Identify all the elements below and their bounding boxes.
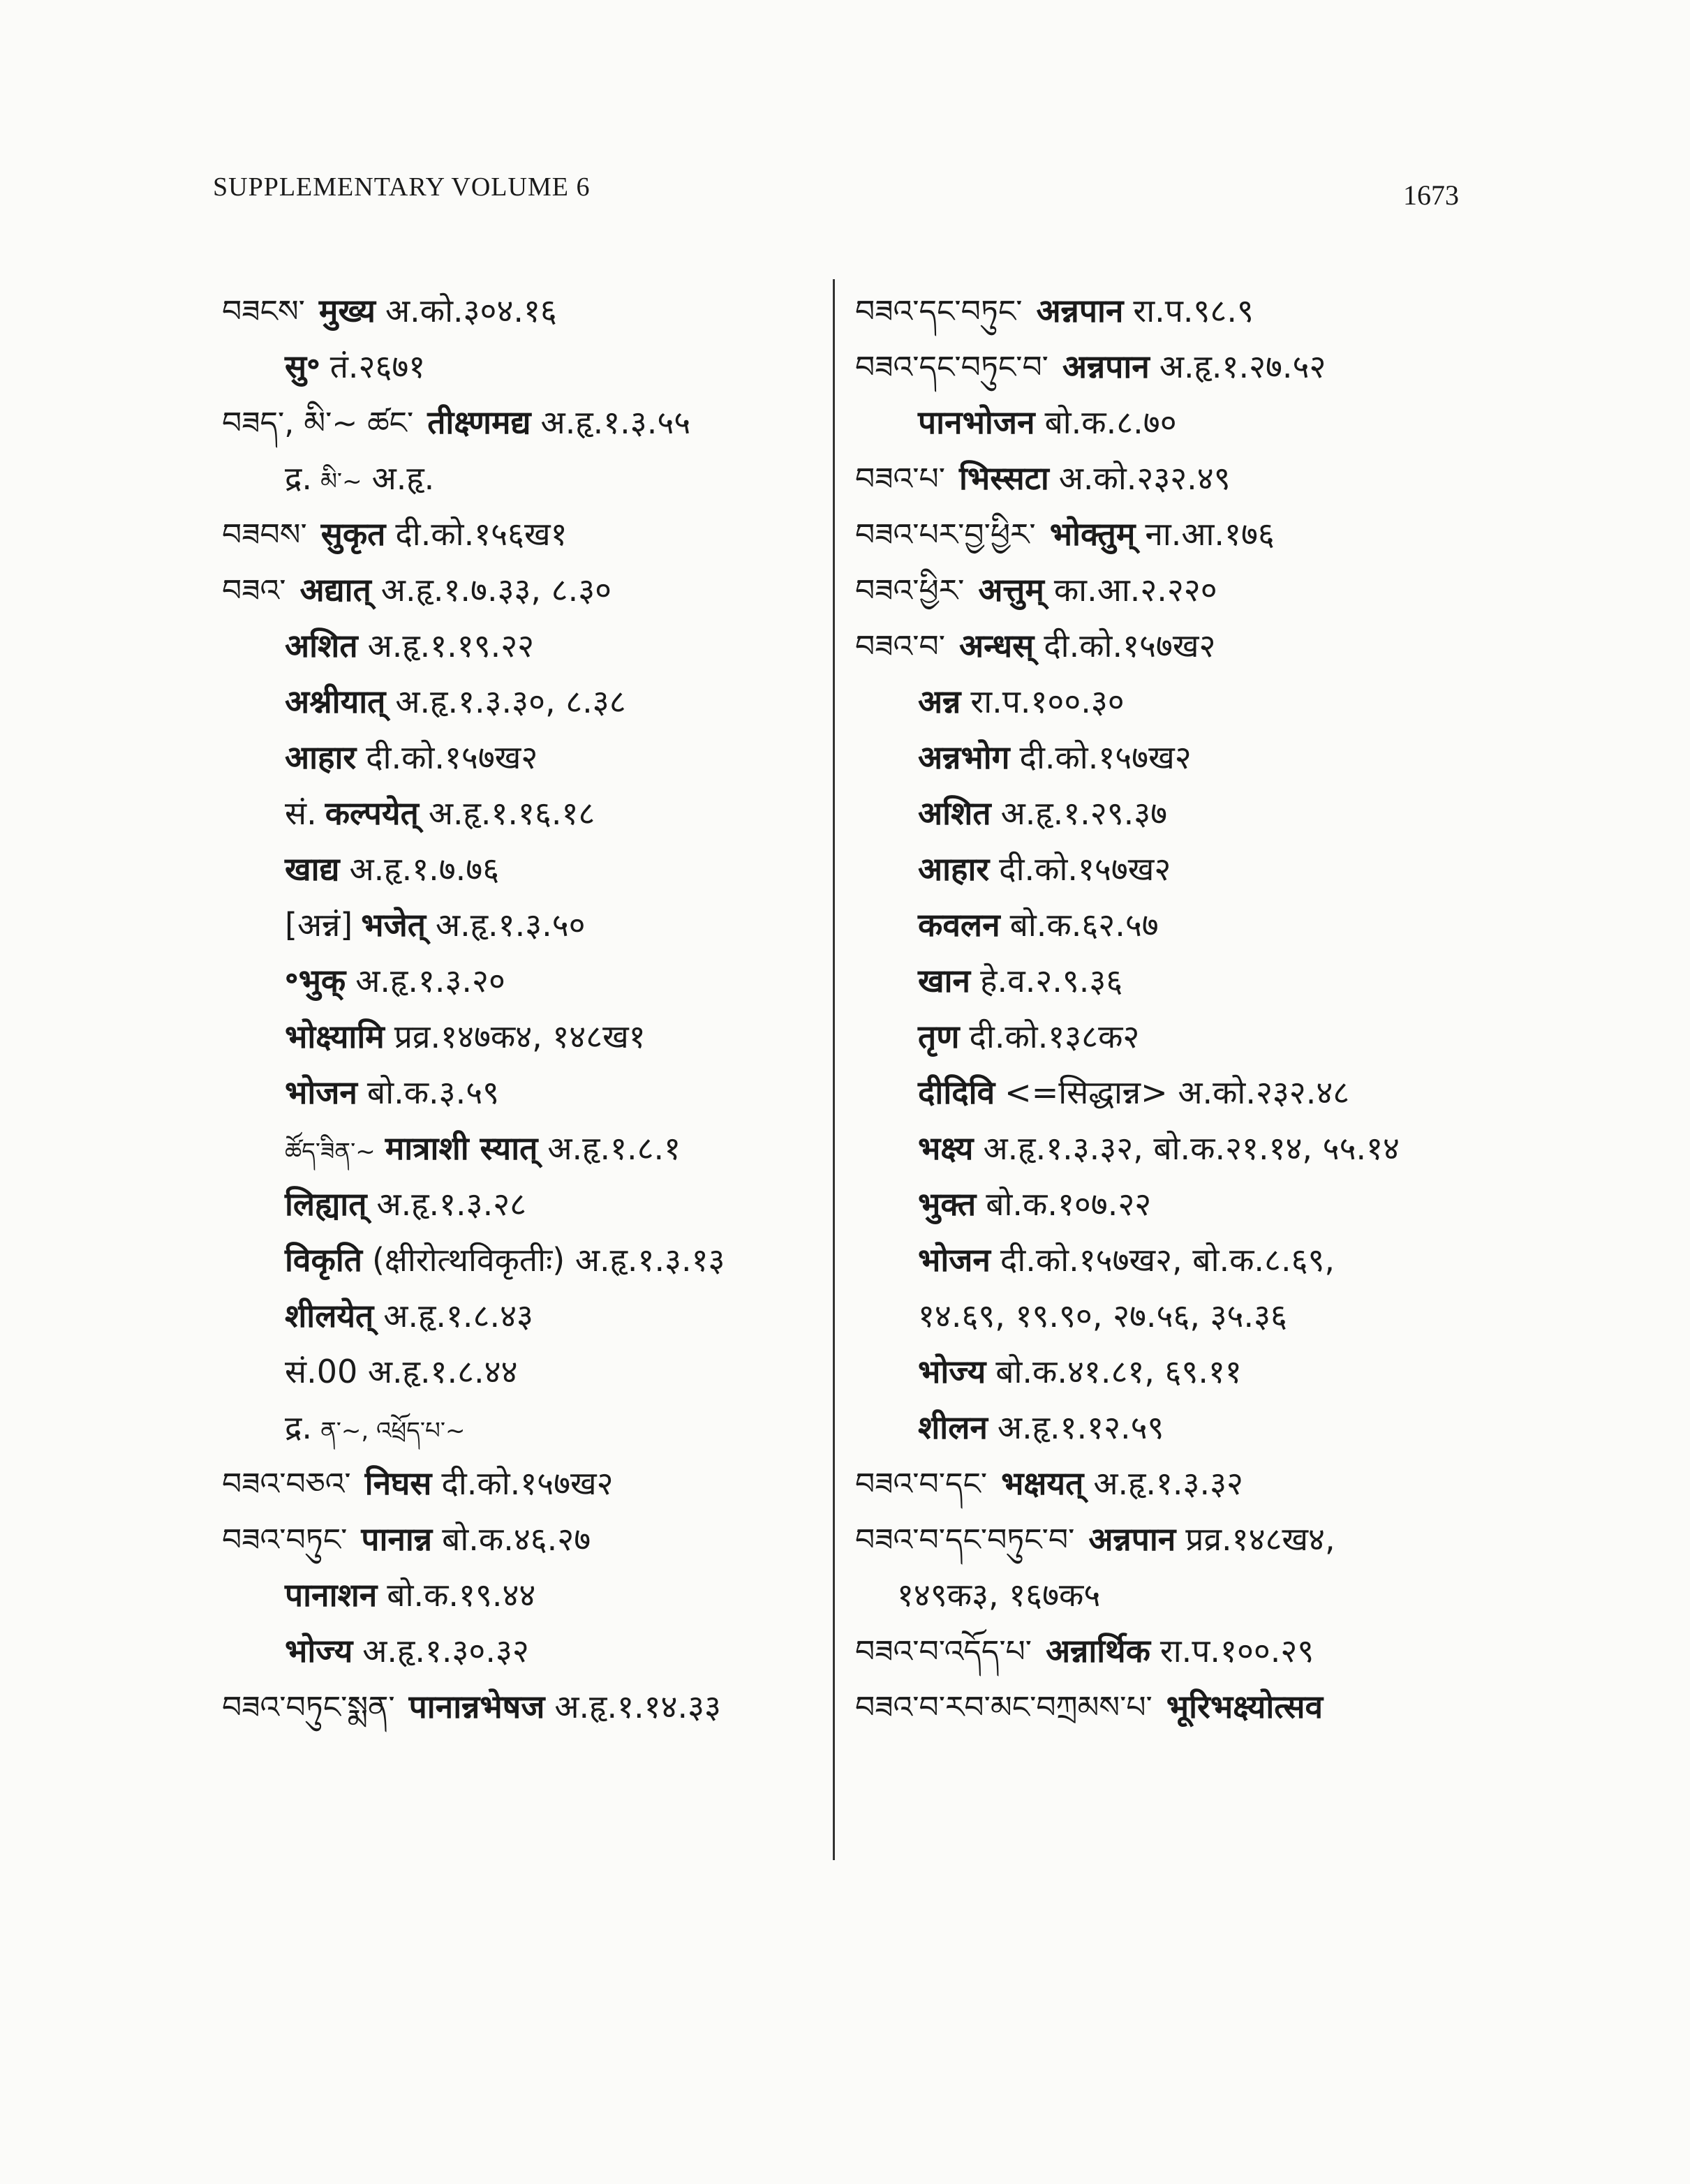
source-reference: अ.हृ.१.३.३२ [1093,1464,1243,1502]
tibetan-headword: བཟའ་བཅའ་ [222,1466,351,1502]
sanskrit-equivalent: भोज्य [918,1353,986,1390]
source-reference: अ.हृ.१.३.५० [435,906,586,944]
entry-sense-line [855,1176,1497,1232]
source-reference: रा.प.१००.२९ [1159,1632,1314,1670]
source-reference: १४.६९, १९.९०, २७.५६, ३५.३६ [918,1297,1287,1335]
entry-headword-line [855,1623,1497,1679]
entry-headword-line [222,1679,822,1734]
entry-sense-line [855,785,1497,841]
prefix-note: द्र. [285,459,313,497]
entry-sense-line [855,1344,1497,1399]
entry-sense-line [855,1288,1497,1344]
sanskrit-equivalent: पानान्न [361,1520,433,1558]
tibetan-headword: བཟའ་དང་བཏུང་ [855,294,1023,329]
sanskrit-equivalent: शीलन [918,1409,988,1446]
source-reference: अ.को.२३२.४९ [1058,459,1231,497]
source-reference: अ.हृ.१.२९.३७ [1000,794,1168,832]
tibetan-headword: བཟབས་ [222,517,307,553]
source-reference: <=सिद्धान्न> अ.को.२३२.४८ [1005,1074,1350,1111]
source-reference: तं.२६७१ [329,348,426,385]
tibetan-headword: བཟའ་པ་ [855,461,945,497]
tibetan-headword: བཟད་, མི་~ ཚང་ [222,406,414,441]
source-reference: दी.को.१५७ख२ [1019,738,1192,776]
source-reference: दी.को.१५७ख२ [366,738,538,776]
source-reference: अ.हृ.१.३.२८ [376,1185,527,1223]
tibetan-headword: བཟའ་བ་རབ་མང་བཀྲམས་པ་ [855,1690,1152,1725]
sanskrit-equivalent: भोजन [285,1074,357,1111]
source-reference: १४९क३, १६७क५ [897,1576,1101,1614]
source-reference: अ.हृ.१.१४.३३ [554,1688,721,1725]
entry-headword-line [222,562,822,618]
sanskrit-equivalent: मुख्य [318,292,376,329]
sanskrit-equivalent: ॰भुक् [285,962,346,1000]
entry-headword-line [855,339,1497,394]
sanskrit-equivalent: सुकृत [320,515,386,553]
entry-sense-line [855,674,1497,729]
entry-sense-line [222,674,822,729]
page-number: 1673 [1403,179,1459,211]
source-reference: अ.हृ.१.३.५५ [540,403,691,441]
entry-sense-line [222,1288,822,1344]
sanskrit-equivalent: भोक्ष्यामि [285,1018,385,1055]
source-reference: बो.क.४१.८१, ६९.११ [995,1353,1242,1390]
sanskrit-equivalent: अशित [918,794,991,832]
source-reference: बो.क.६२.५७ [1009,906,1159,944]
sanskrit-equivalent: अन्नपान [1062,348,1150,385]
sanskrit-equivalent: पानभोजन [918,403,1035,441]
tibetan-headword: བཟའ་ [222,573,286,609]
entry-sense-line [222,1623,822,1679]
tibetan-headword: བཟའ་བ་ [855,629,945,664]
tibetan-headword: བཟའ་བ་དང་ [855,1466,988,1502]
entry-headword-line [855,506,1497,562]
entry-sense-line [222,1009,822,1064]
entry-headword-line [855,1679,1497,1734]
sanskrit-equivalent: भोजन [918,1241,991,1279]
prefix-note: [अन्नं] [285,906,353,944]
entry-sense-line [222,450,822,506]
entry-sense-line [222,1232,822,1288]
sanskrit-equivalent: अन्नार्थिक [1046,1632,1150,1670]
source-reference: दी.को.१५७ख२ [999,850,1171,888]
tibetan-headword: བཟའ་བཏུང་སྨན་ [222,1690,395,1725]
sanskrit-equivalent: भजेत् [361,906,426,944]
entry-sense-line [222,618,822,674]
source-reference: अ.हृ.१.३.३०, ८.३८ [395,683,626,720]
sanskrit-equivalent: भक्ष्य [918,1129,974,1167]
source-reference: रा.प.९८.९ [1133,292,1254,329]
source-reference: (क्षीरोत्थविकृतीः) अ.हृ.१.३.१३ [371,1241,725,1279]
sanskrit-equivalent: खाद्य [285,850,340,888]
left-column [222,283,822,1734]
sanskrit-equivalent: अश्नीयात् [285,683,386,720]
entry-sense-line [222,841,822,897]
source-reference: दी.को.१३८क२ [969,1018,1140,1055]
entry-sense-line [855,1399,1497,1455]
entry-headword-line [855,1455,1497,1511]
source-reference: रा.प.१००.३० [970,683,1125,720]
entry-sense-line [855,953,1497,1009]
entry-sense-line [855,1232,1497,1288]
source-reference: अ.हृ.१.७.७६ [349,850,500,888]
source-reference: दी.को.१५७ख२ [441,1464,614,1502]
entry-sense-line [855,1064,1497,1120]
entry-sense-line [855,841,1497,897]
entry-headword-line [222,506,822,562]
source-reference: बो.क.४६.२७ [442,1520,591,1558]
entry-headword-line [855,562,1497,618]
sanskrit-equivalent: अन्न [918,683,961,720]
sanskrit-equivalent: पानाशन [285,1576,378,1614]
entry-headword-line [855,618,1497,674]
tibetan-phrase: མི་~ [320,468,362,496]
sanskrit-equivalent: लिह्यात् [285,1185,367,1223]
sanskrit-equivalent: पानान्नभेषज [408,1688,545,1725]
sanskrit-equivalent: आहार [285,738,357,776]
source-reference: अ.हृ.१.१६.१८ [428,794,595,832]
entry-sense-line [855,1009,1497,1064]
sanskrit-equivalent: दीदिवि [918,1074,995,1111]
entry-sense-line [222,1399,822,1455]
tibetan-headword: བཟའ་ཕྱིར་ [855,573,965,609]
running-head: SUPPLEMENTARY VOLUME 6 [213,172,591,202]
sanskrit-equivalent: तृण [918,1018,960,1055]
sanskrit-equivalent: भुक्त [918,1185,977,1223]
entry-sense-line [222,339,822,394]
sanskrit-equivalent: भिस्सटा [958,459,1049,497]
sanskrit-equivalent: मात्राशी स्यात् [385,1129,538,1167]
entry-headword-line [855,450,1497,506]
entry-sense-line [855,1567,1497,1623]
entry-sense-line [222,785,822,841]
entry-sense-line [222,1344,822,1399]
sanskrit-equivalent: निघस [364,1464,432,1502]
entry-headword-line [222,1511,822,1567]
prefix-note: सं. [285,794,317,832]
tibetan-headword: བཟའ་བ་འདོད་པ་ [855,1634,1032,1670]
source-reference: अ.हृ.१.३.२० [355,962,505,1000]
source-reference: अ.हृ.१.८.१ [547,1129,681,1167]
entry-sense-line [222,1567,822,1623]
sanskrit-equivalent: अन्नपान [1036,292,1124,329]
entry-sense-line [222,1064,822,1120]
tibetan-headword: བཟངས་ [222,294,305,329]
source-reference: हे.व.२.९.३६ [980,962,1123,1000]
source-reference: दी.को.१५७ख२, बो.क.८.६९, [1000,1241,1335,1279]
entry-sense-line [855,897,1497,953]
right-column [855,283,1497,1734]
column-divider [833,279,835,1860]
source-reference: अ.हृ.१.३०.३२ [362,1632,529,1670]
sanskrit-equivalent: अन्नभोग [918,738,1010,776]
tibetan-headword: བཟའ་པར་བྱ་ཕྱིར་ [855,517,1036,553]
sanskrit-equivalent: खान [918,962,971,1000]
entry-sense-line [222,1120,822,1176]
tibetan-headword: བཟའ་དང་བཏུང་བ་ [855,350,1048,385]
entry-sense-line [855,729,1497,785]
source-reference: दी.को.१५७ख२ [1044,627,1216,664]
sanskrit-equivalent: भक्षयत् [1001,1464,1084,1502]
source-reference: बो.क.१९.४४ [387,1576,536,1614]
entry-headword-line [222,1455,822,1511]
entry-sense-line [855,1120,1497,1176]
entry-sense-line [222,1176,822,1232]
source-reference: अ.हृ.१.७.३३, ८.३० [380,571,612,609]
entry-sense-line [222,897,822,953]
source-reference: अ.हृ.१.१२.५९ [997,1409,1164,1446]
source-reference: बो.क.१०७.२२ [986,1185,1152,1223]
source-reference: सं.00 अ.हृ.१.८.४४ [285,1353,518,1390]
entry-headword-line [222,283,822,339]
sanskrit-equivalent: भूरिभक्ष्योत्सव [1166,1688,1324,1725]
sanskrit-equivalent: अन्धस् [958,627,1035,664]
source-reference: दी.को.१५६ख१ [395,515,568,553]
source-reference: का.आ.२.२२० [1053,571,1217,609]
sanskrit-equivalent: शीलयेत् [285,1297,374,1335]
source-reference: अ.हृ.१.२७.५२ [1159,348,1326,385]
sanskrit-equivalent: तीक्ष्णमद्य [427,403,531,441]
sanskrit-equivalent: आहार [918,850,990,888]
entry-sense-line [222,953,822,1009]
source-reference: अ.हृ.१.१९.२२ [367,627,535,664]
source-reference: अ.हृ. [371,459,435,497]
tibetan-headword: བཟའ་བ་དང་བཏུང་བ་ [855,1522,1075,1558]
source-reference: ना.आ.१७६ [1145,515,1275,553]
tibetan-phrase: ཚོད་ཟིན་~ [285,1138,376,1166]
sanskrit-equivalent: कवलन [918,906,1000,944]
sanskrit-equivalent: भोज्य [285,1632,353,1670]
source-reference: बो.क.३.५९ [366,1074,500,1111]
sanskrit-equivalent: अत्तुम् [978,571,1044,609]
entry-headword-line [855,1511,1497,1567]
sanskrit-equivalent: सु॰ [285,348,320,385]
prefix-note: द्र. [285,1409,313,1446]
entry-headword-line [222,394,822,450]
sanskrit-equivalent: विकृति [285,1241,362,1279]
sanskrit-equivalent: कल्पयेत् [325,794,419,832]
source-reference: बो.क.८.७० [1044,403,1177,441]
tibetan-phrase: ན་~, འཕྲོད་པ་~ [320,1417,466,1445]
sanskrit-equivalent: अद्यात् [299,571,371,609]
source-reference: प्रव्र.१४८ख४, [1185,1520,1335,1558]
source-reference: अ.हृ.१.८.४३ [383,1297,533,1335]
entry-sense-line [855,394,1497,450]
source-reference: प्रव्र.१४७क४, १४८ख१ [394,1018,646,1055]
sanskrit-equivalent: भोक्तुम् [1049,515,1136,553]
entry-headword-line [855,283,1497,339]
sanskrit-equivalent: अशित [285,627,358,664]
source-reference: अ.को.३०४.१६ [385,292,557,329]
entry-sense-line [222,729,822,785]
source-reference: अ.हृ.१.३.३२, बो.क.२१.१४, ५५.१४ [983,1129,1400,1167]
sanskrit-equivalent: अन्नपान [1088,1520,1176,1558]
tibetan-headword: བཟའ་བཏུང་ [222,1522,348,1558]
